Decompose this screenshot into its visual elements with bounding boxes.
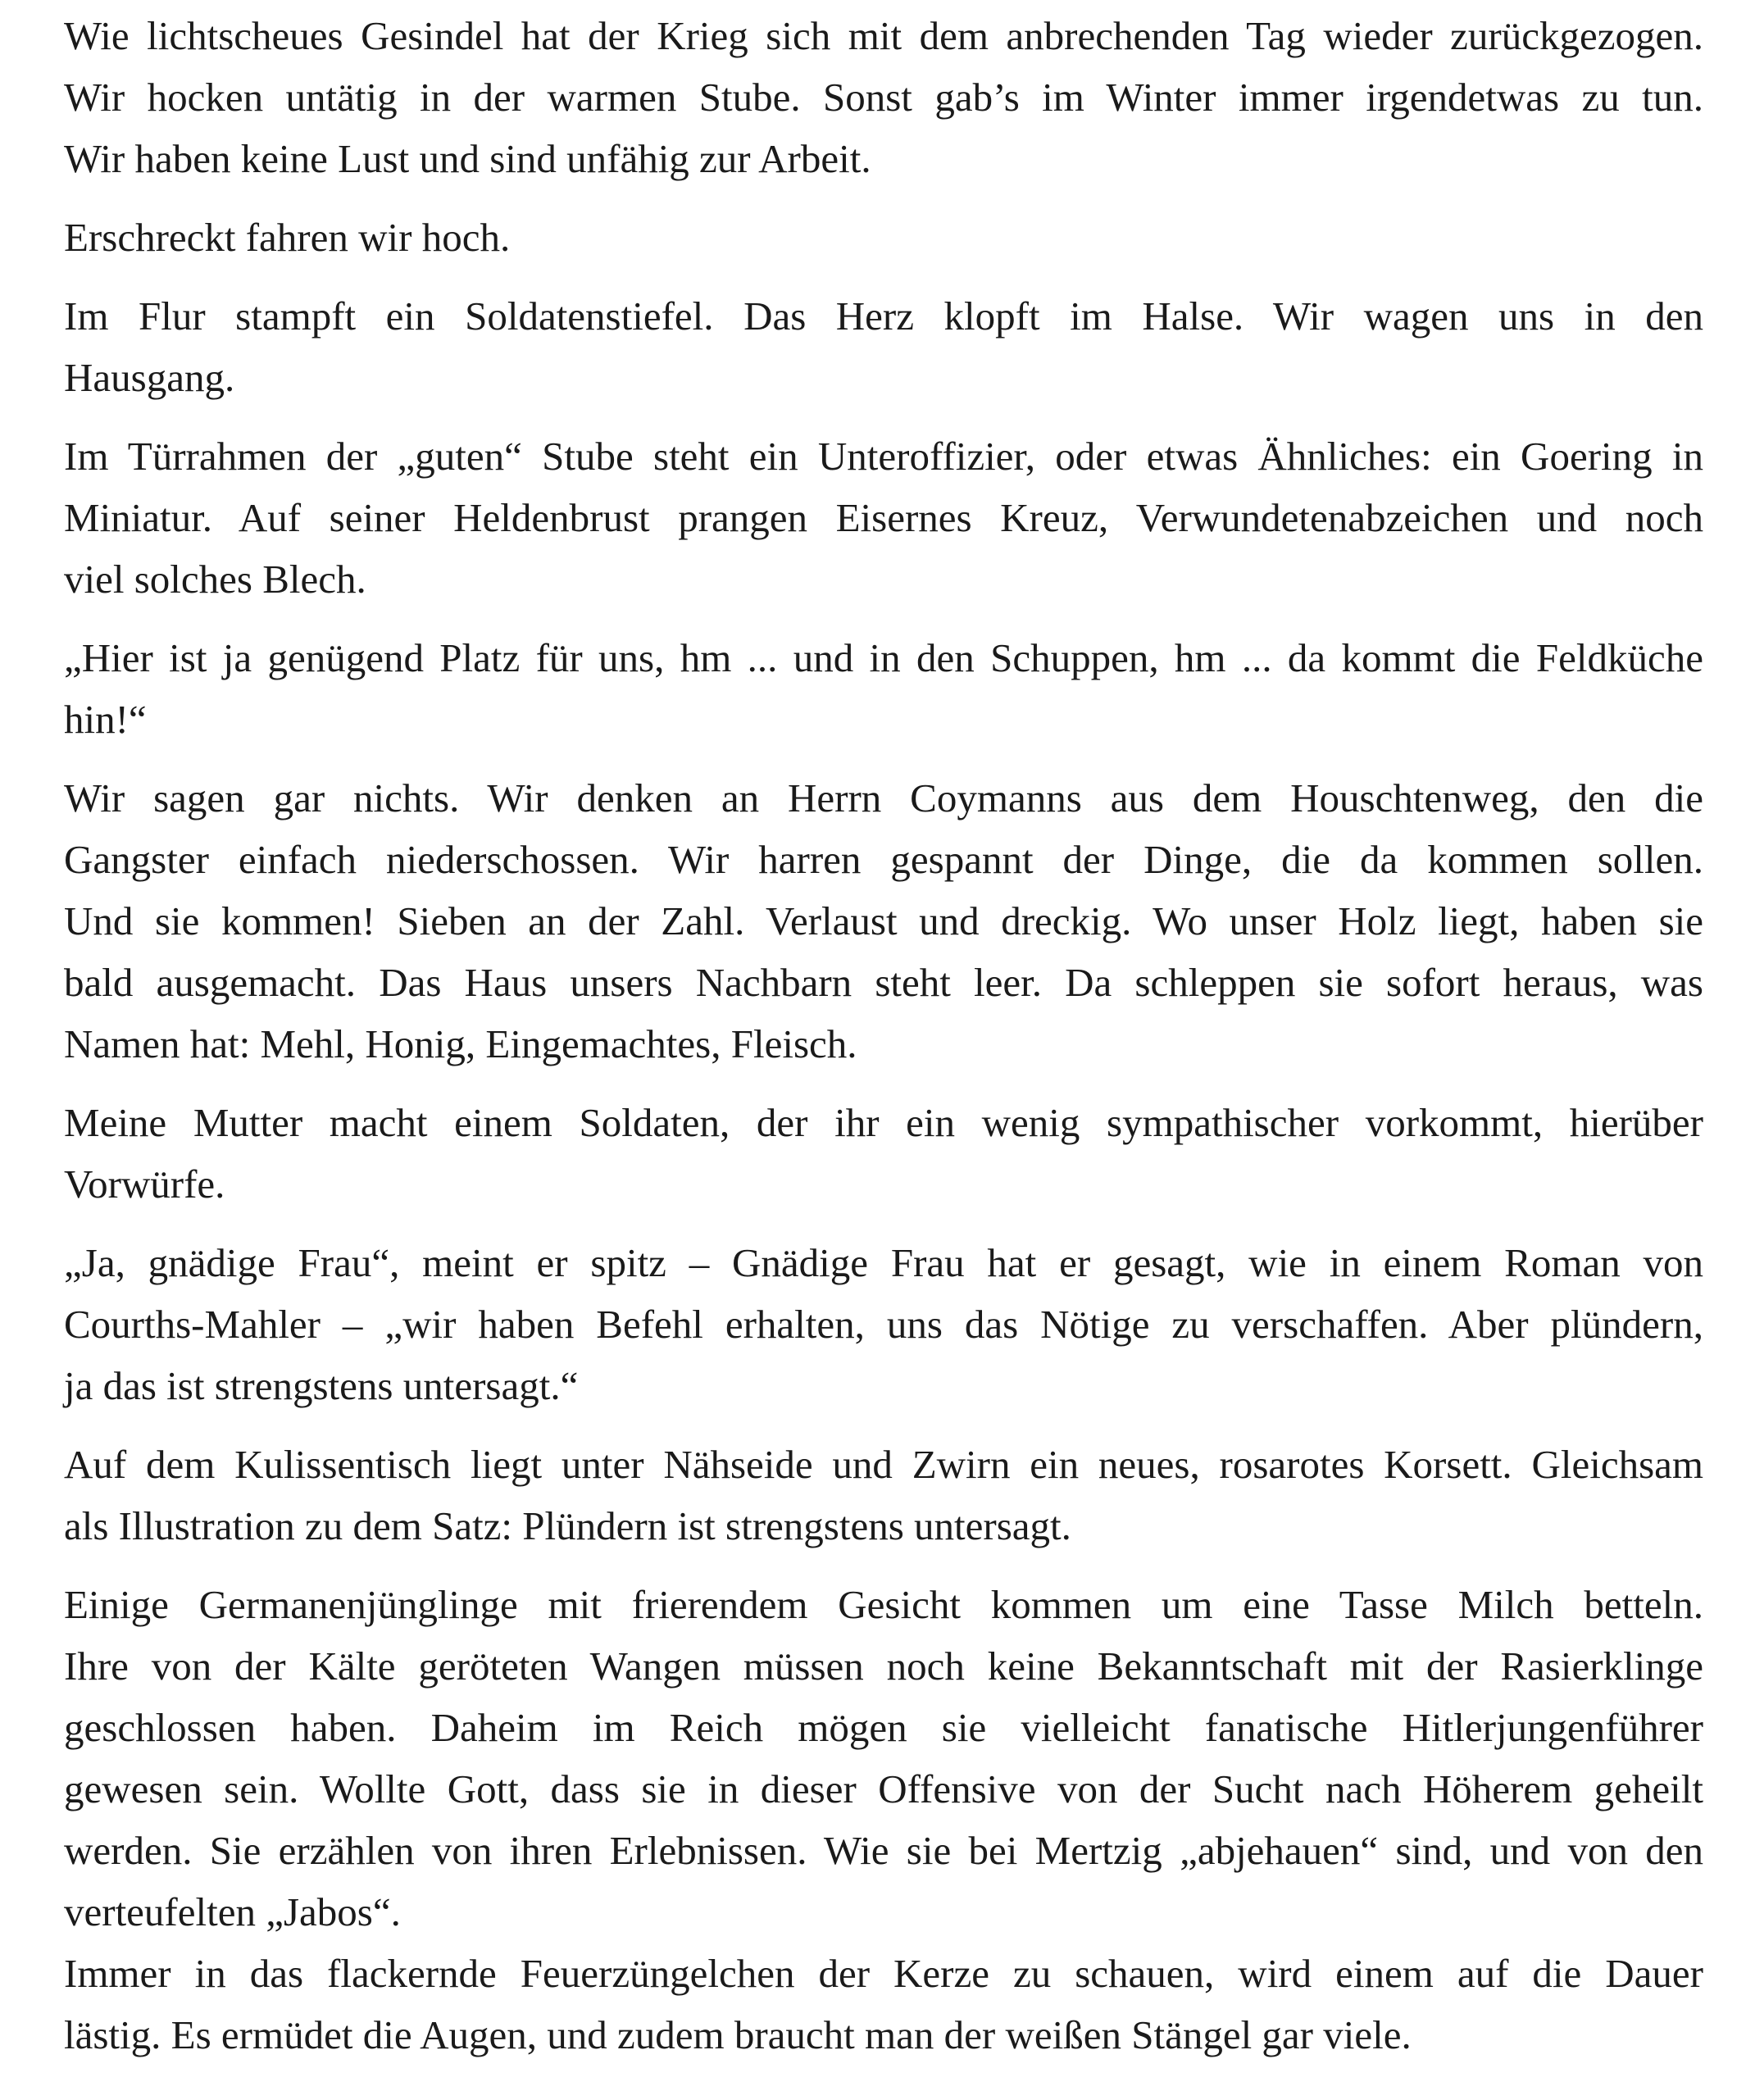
- paragraph: [64, 1434, 1703, 1557]
- paragraph: [64, 1574, 1703, 1943]
- text-line: Wie lichtscheues Gesindel hat der Krieg sich mit dem anbrechenden Tag wieder zurückgezogen.: [64, 13, 1703, 58]
- text-line: „Ja, gnädige Frau“, meint er spitz – Gnädige Frau hat er gesagt, wie in einem Roman von: [64, 1240, 1703, 1285]
- text-line: Namen hat: Mehl, Honig, Eingemachtes, Fleisch.: [64, 1021, 857, 1066]
- text-line: Immer in das flackernde Feuerzüngelchen der Kerze zu schauen, wird einem auf die Dauer: [64, 1951, 1703, 1996]
- text-line: Einige Germanenjünglinge mit frierendem Gesicht kommen um eine Tasse Milch betteln.: [64, 1582, 1703, 1627]
- text-line: ja das ist strengstens untersagt.“: [64, 1363, 579, 1408]
- text-line: hin!“: [64, 697, 147, 742]
- text-line: Meine Mutter macht einem Soldaten, der ihr ein wenig sympathischer vorkommt, hierüber: [64, 1100, 1703, 1145]
- text-line: geschlossen haben. Daheim im Reich mögen sie vielleicht fanatische Hitlerjungenführer: [64, 1705, 1703, 1750]
- text-line: verteufelten „Jabos“.: [64, 1889, 401, 1934]
- paragraph: [64, 285, 1703, 408]
- paragraph: [64, 5, 1703, 189]
- text-line: Hausgang.: [64, 355, 235, 400]
- paragraph: [64, 767, 1703, 1075]
- text-line: als Illustration zu dem Satz: Plündern ist strengstens untersagt.: [64, 1503, 1071, 1548]
- text-line: gewesen sein. Wollte Gott, dass sie in dieser Offensive von der Sucht nach Höherem geheilt: [64, 1766, 1703, 1811]
- text-line: viel solches Blech.: [64, 557, 366, 602]
- paragraph: [64, 1092, 1703, 1215]
- document-page: [64, 5, 1703, 2083]
- text-line: Wir hocken untätig in der warmen Stube. Sonst gab’s im Winter immer irgendetwas zu tun.: [64, 75, 1703, 120]
- text-line: Wir haben keine Lust und sind unfähig zur Arbeit.: [64, 136, 871, 181]
- text-line: werden. Sie erzählen von ihren Erlebnissen. Wie sie bei Mertzig „abjehauen“ sind, und von den: [64, 1828, 1703, 1873]
- text-line: Ihre von der Kälte geröteten Wangen müssen noch keine Bekanntschaft mit der Rasierklinge: [64, 1643, 1703, 1689]
- text-line: Gangster einfach niederschossen. Wir harren gespannt der Dinge, die da kommen sollen.: [64, 837, 1703, 882]
- text-line: Und sie kommen! Sieben an der Zahl. Verlaust und dreckig. Wo unser Holz liegt, haben sie: [64, 898, 1703, 943]
- paragraph: [64, 627, 1703, 750]
- text-line: Miniatur. Auf seiner Heldenbrust prangen Eisernes Kreuz, Verwundetenabzeichen und noch: [64, 495, 1703, 540]
- text-line: bald ausgemacht. Das Haus unsers Nachbarn steht leer. Da schleppen sie sofort heraus, was: [64, 960, 1703, 1005]
- text-line: Auf dem Kulissentisch liegt unter Nähseide und Zwirn ein neues, rosarotes Korsett. Gleichsam: [64, 1442, 1703, 1487]
- paragraph: [64, 425, 1703, 610]
- paragraph: [64, 1943, 1703, 2066]
- text-line: Vorwürfe.: [64, 1161, 225, 1207]
- paragraph: [64, 207, 1703, 268]
- paragraph: [64, 1232, 1703, 1416]
- text-line: „Hier ist ja genügend Platz für uns, hm ... und in den Schuppen, hm ... da kommt die Feldküche: [64, 635, 1703, 680]
- text-line: Im Flur stampft ein Soldatenstiefel. Das Herz klopft im Halse. Wir wagen uns in den: [64, 293, 1703, 339]
- text-line: lästig. Es ermüdet die Augen, und zudem braucht man der weißen Stängel gar viele.: [64, 2012, 1412, 2057]
- text-line: Wir sagen gar nichts. Wir denken an Herrn Coymanns aus dem Houschtenweg, den die: [64, 775, 1703, 820]
- text-line: Erschreckt fahren wir hoch.: [64, 215, 511, 260]
- text-line: Courths-Mahler – „wir haben Befehl erhalten, uns das Nötige zu verschaffen. Aber plündern,: [64, 1302, 1703, 1347]
- text-line: Im Türrahmen der „guten“ Stube steht ein Unteroffizier, oder etwas Ähnliches: ein Goering in: [64, 434, 1703, 479]
